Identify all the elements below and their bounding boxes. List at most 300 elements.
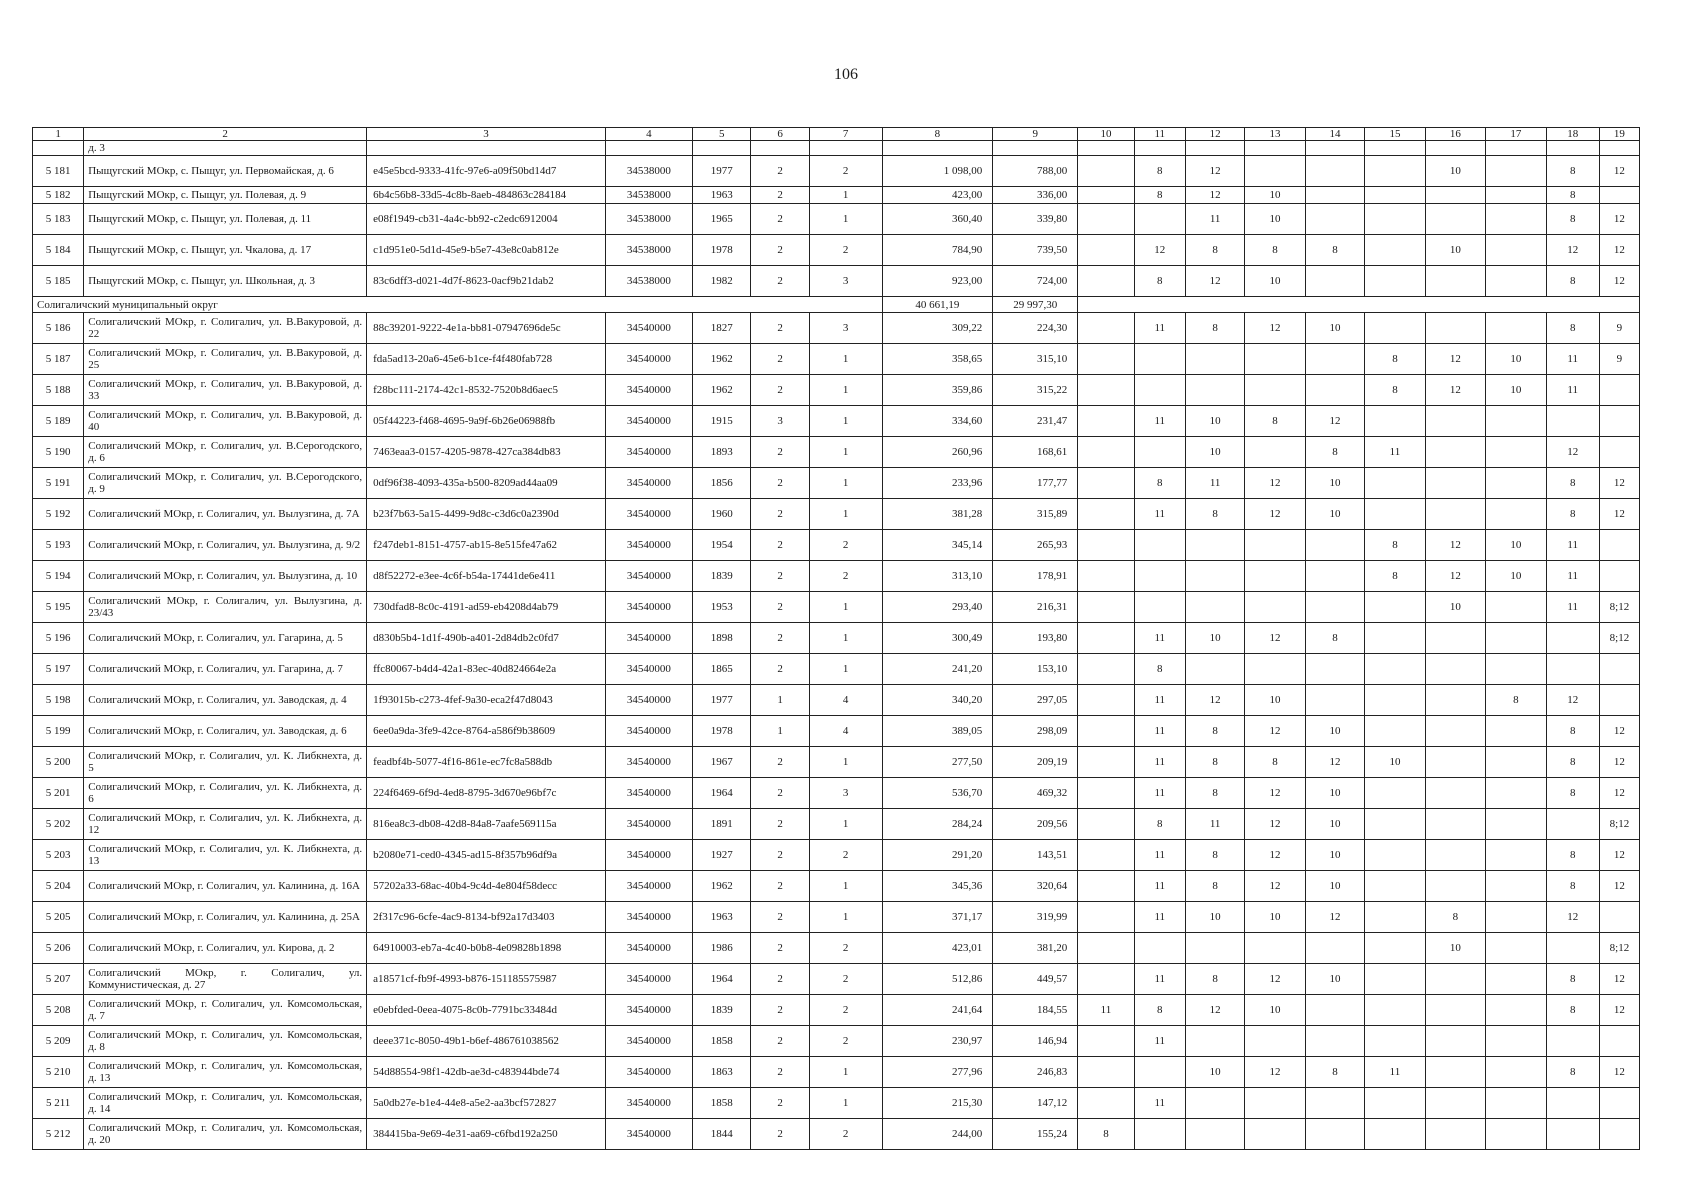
value-c16: [1425, 716, 1485, 747]
house-guid: 224f6469-6f9d-4ed8-8795-3d670e96bf7c: [367, 778, 606, 809]
value-c18: 11: [1546, 344, 1599, 375]
house-guid: f28bc111-2174-42c1-8532-7520b8d6aec5: [367, 375, 606, 406]
value-c16: [1425, 1088, 1485, 1119]
value-c9: 153,10: [993, 654, 1078, 685]
year-built: 1962: [692, 871, 750, 902]
value-c19: [1599, 561, 1639, 592]
value-c8: 1 098,00: [882, 156, 993, 187]
oktmo-code: 34540000: [605, 561, 692, 592]
value-c17: [1486, 716, 1546, 747]
value-c8: 389,05: [882, 716, 993, 747]
value-c17: [1486, 235, 1546, 266]
value-c8: 371,17: [882, 902, 993, 933]
value-c15: [1365, 623, 1425, 654]
value-c16: [1425, 187, 1485, 204]
value-c14: 10: [1305, 964, 1364, 995]
value-c17: [1486, 809, 1546, 840]
value-c9: 320,64: [993, 871, 1078, 902]
value-c6: 2: [751, 266, 809, 297]
table-row: [33, 437, 1640, 468]
value-c15: [1365, 406, 1425, 437]
cell: [1425, 141, 1485, 156]
address-continuation: д. 3: [84, 141, 367, 156]
oktmo-code: 34538000: [605, 187, 692, 204]
value-c15: [1365, 468, 1425, 499]
address: Солигаличский МОкр, г. Солигалич, ул. Калинина, д. 16А: [84, 871, 367, 902]
value-c11: [1134, 1057, 1185, 1088]
value-c11: [1134, 344, 1185, 375]
row-number: 5 187: [33, 344, 84, 375]
value-c8: 345,14: [882, 530, 993, 561]
year-built: 1915: [692, 406, 750, 437]
address: Солигаличский МОкр, г. Солигалич, ул. Комсомольская, д. 13: [84, 1057, 367, 1088]
value-c8: 381,28: [882, 499, 993, 530]
value-c6: 2: [751, 344, 809, 375]
year-built: 1858: [692, 1026, 750, 1057]
value-c9: 147,12: [993, 1088, 1078, 1119]
section-total-area: 40 661,19: [882, 297, 993, 313]
value-c10: [1078, 235, 1134, 266]
column-number: 8: [882, 128, 993, 141]
value-c19: 12: [1599, 871, 1639, 902]
value-c16: 12: [1425, 561, 1485, 592]
value-c12: 10: [1185, 1057, 1244, 1088]
column-number: 12: [1185, 128, 1244, 141]
value-c12: 8: [1185, 871, 1244, 902]
value-c18: 11: [1546, 592, 1599, 623]
value-c12: 12: [1185, 187, 1244, 204]
value-c11: 11: [1134, 747, 1185, 778]
oktmo-code: 34540000: [605, 313, 692, 344]
value-c15: [1365, 809, 1425, 840]
value-c13: [1245, 1026, 1305, 1057]
house-guid: 6ee0a9da-3fe9-42ce-8764-a586f9b38609: [367, 716, 606, 747]
value-c12: 8: [1185, 778, 1244, 809]
value-c14: 10: [1305, 840, 1364, 871]
value-c17: [1486, 266, 1546, 297]
house-guid: 54d88554-98f1-42db-ae3d-c483944bde74: [367, 1057, 606, 1088]
value-c13: 10: [1245, 204, 1305, 235]
value-c19: [1599, 902, 1639, 933]
value-c9: 336,00: [993, 187, 1078, 204]
value-c10: 8: [1078, 1119, 1134, 1150]
value-c8: 313,10: [882, 561, 993, 592]
value-c16: [1425, 1026, 1485, 1057]
address: Пыщугский МОкр, с. Пыщуг, ул. Чкалова, д. 17: [84, 235, 367, 266]
value-c17: [1486, 187, 1546, 204]
address: Солигаличский МОкр, г. Солигалич, ул. В.Вакуровой, д. 22: [84, 313, 367, 344]
row-number: 5 196: [33, 623, 84, 654]
cell: [809, 141, 882, 156]
value-c6: 1: [751, 716, 809, 747]
value-c10: 11: [1078, 995, 1134, 1026]
value-c12: [1185, 1026, 1244, 1057]
value-c16: [1425, 623, 1485, 654]
value-c6: 2: [751, 1057, 809, 1088]
value-c10: [1078, 685, 1134, 716]
value-c7: 1: [809, 809, 882, 840]
value-c9: 319,99: [993, 902, 1078, 933]
value-c18: 8: [1546, 871, 1599, 902]
value-c15: 11: [1365, 1057, 1425, 1088]
value-c16: [1425, 499, 1485, 530]
value-c10: [1078, 747, 1134, 778]
year-built: 1977: [692, 156, 750, 187]
value-c15: 8: [1365, 375, 1425, 406]
value-c10: [1078, 778, 1134, 809]
year-built: 1858: [692, 1088, 750, 1119]
value-c8: 277,96: [882, 1057, 993, 1088]
value-c17: [1486, 654, 1546, 685]
value-c6: 2: [751, 809, 809, 840]
value-c13: [1245, 375, 1305, 406]
value-c10: [1078, 344, 1134, 375]
value-c15: [1365, 1026, 1425, 1057]
value-c14: 10: [1305, 778, 1364, 809]
value-c17: [1486, 1026, 1546, 1057]
value-c6: 2: [751, 1119, 809, 1150]
value-c11: 11: [1134, 1088, 1185, 1119]
row-number: 5 184: [33, 235, 84, 266]
value-c6: 2: [751, 840, 809, 871]
value-c11: 11: [1134, 623, 1185, 654]
address: Солигаличский МОкр, г. Солигалич, ул. Комсомольская, д. 8: [84, 1026, 367, 1057]
year-built: 1964: [692, 778, 750, 809]
value-c6: 2: [751, 902, 809, 933]
value-c19: 8;12: [1599, 933, 1639, 964]
value-c8: 784,90: [882, 235, 993, 266]
address: Солигаличский МОкр, г. Солигалич, ул. В.Вакуровой, д. 40: [84, 406, 367, 437]
value-c8: 277,50: [882, 747, 993, 778]
value-c15: [1365, 592, 1425, 623]
table-row: [33, 840, 1640, 871]
value-c7: 2: [809, 933, 882, 964]
cell: [993, 141, 1078, 156]
column-number: 18: [1546, 128, 1599, 141]
value-c6: 2: [751, 964, 809, 995]
oktmo-code: 34540000: [605, 499, 692, 530]
address: Солигаличский МОкр, г. Солигалич, ул. Коммунистическая, д. 27: [84, 964, 367, 995]
value-c9: 381,20: [993, 933, 1078, 964]
value-c19: 12: [1599, 840, 1639, 871]
value-c17: [1486, 499, 1546, 530]
value-c13: 10: [1245, 187, 1305, 204]
value-c11: 8: [1134, 266, 1185, 297]
value-c9: 216,31: [993, 592, 1078, 623]
value-c13: 10: [1245, 902, 1305, 933]
house-guid: 88c39201-9222-4e1a-bb81-07947696de5c: [367, 313, 606, 344]
cell: [1078, 297, 1640, 313]
value-c13: 12: [1245, 468, 1305, 499]
value-c19: 12: [1599, 995, 1639, 1026]
value-c17: [1486, 933, 1546, 964]
cell: [33, 141, 84, 156]
table-body: [33, 128, 1640, 1150]
table-row: [33, 499, 1640, 530]
year-built: 1856: [692, 468, 750, 499]
value-c8: 233,96: [882, 468, 993, 499]
year-built: 1965: [692, 204, 750, 235]
house-guid: d8f52272-e3ee-4c6f-b54a-17441de6e411: [367, 561, 606, 592]
value-c12: 8: [1185, 964, 1244, 995]
house-guid: e0ebfded-0eea-4075-8c0b-7791bc33484d: [367, 995, 606, 1026]
value-c19: [1599, 685, 1639, 716]
value-c18: 8: [1546, 187, 1599, 204]
value-c16: [1425, 809, 1485, 840]
value-c6: 2: [751, 933, 809, 964]
value-c18: [1546, 654, 1599, 685]
value-c8: 512,86: [882, 964, 993, 995]
value-c9: 184,55: [993, 995, 1078, 1026]
value-c6: 2: [751, 187, 809, 204]
oktmo-code: 34540000: [605, 592, 692, 623]
row-number: 5 212: [33, 1119, 84, 1150]
value-c13: 10: [1245, 685, 1305, 716]
value-c13: [1245, 1119, 1305, 1150]
value-c11: [1134, 530, 1185, 561]
value-c19: 12: [1599, 964, 1639, 995]
value-c10: [1078, 561, 1134, 592]
value-c8: 536,70: [882, 778, 993, 809]
value-c11: 11: [1134, 964, 1185, 995]
value-c10: [1078, 204, 1134, 235]
value-c17: [1486, 1057, 1546, 1088]
row-number: 5 188: [33, 375, 84, 406]
value-c11: [1134, 933, 1185, 964]
value-c10: [1078, 1057, 1134, 1088]
address: Солигаличский МОкр, г. Солигалич, ул. Вылузгина, д. 9/2: [84, 530, 367, 561]
page-number: 106: [834, 66, 858, 83]
column-number: 9: [993, 128, 1078, 141]
value-c18: 8: [1546, 1057, 1599, 1088]
address: Пыщугский МОкр, с. Пыщуг, ул. Полевая, д. 9: [84, 187, 367, 204]
address: Солигаличский МОкр, г. Солигалич, ул. Заводская, д. 4: [84, 685, 367, 716]
value-c12: 8: [1185, 313, 1244, 344]
address: Пыщугский МОкр, с. Пыщуг, ул. Полевая, д. 11: [84, 204, 367, 235]
value-c8: 244,00: [882, 1119, 993, 1150]
value-c14: [1305, 375, 1364, 406]
value-c7: 1: [809, 406, 882, 437]
address: Пыщугский МОкр, с. Пыщуг, ул. Первомайская, д. 6: [84, 156, 367, 187]
value-c7: 2: [809, 964, 882, 995]
column-number: 16: [1425, 128, 1485, 141]
table-row: [33, 375, 1640, 406]
value-c9: 209,56: [993, 809, 1078, 840]
value-c12: 12: [1185, 685, 1244, 716]
year-built: 1977: [692, 685, 750, 716]
value-c10: [1078, 623, 1134, 654]
value-c11: [1134, 204, 1185, 235]
value-c6: 2: [751, 375, 809, 406]
house-guid: a18571cf-fb9f-4993-b876-151185575987: [367, 964, 606, 995]
value-c9: 231,47: [993, 406, 1078, 437]
value-c18: [1546, 1119, 1599, 1150]
value-c8: 345,36: [882, 871, 993, 902]
row-number: 5 204: [33, 871, 84, 902]
row-number: 5 203: [33, 840, 84, 871]
value-c7: 1: [809, 468, 882, 499]
value-c7: 1: [809, 623, 882, 654]
house-guid: c1d951e0-5d1d-45e9-b5e7-43e8c0ab812e: [367, 235, 606, 266]
value-c6: 2: [751, 1088, 809, 1119]
row-number: 5 208: [33, 995, 84, 1026]
value-c8: 423,00: [882, 187, 993, 204]
value-c10: [1078, 530, 1134, 561]
oktmo-code: 34540000: [605, 375, 692, 406]
value-c12: 12: [1185, 995, 1244, 1026]
value-c12: 8: [1185, 716, 1244, 747]
row-number: 5 200: [33, 747, 84, 778]
value-c14: 10: [1305, 809, 1364, 840]
address: Солигаличский МОкр, г. Солигалич, ул. Вылузгина, д. 7А: [84, 499, 367, 530]
value-c11: 11: [1134, 840, 1185, 871]
value-c13: 12: [1245, 623, 1305, 654]
value-c16: [1425, 1119, 1485, 1150]
table-row: [33, 871, 1640, 902]
address: Солигаличский МОкр, г. Солигалич, ул. В.Вакуровой, д. 25: [84, 344, 367, 375]
table-row: [33, 1119, 1640, 1150]
house-guid: 6b4c56b8-33d5-4c8b-8aeb-484863c284184: [367, 187, 606, 204]
value-c13: [1245, 344, 1305, 375]
table-row: [33, 592, 1640, 623]
value-c15: 10: [1365, 747, 1425, 778]
value-c13: 12: [1245, 499, 1305, 530]
value-c9: 339,80: [993, 204, 1078, 235]
value-c10: [1078, 654, 1134, 685]
oktmo-code: 34540000: [605, 840, 692, 871]
value-c16: [1425, 685, 1485, 716]
value-c12: 11: [1185, 468, 1244, 499]
table-row: [33, 266, 1640, 297]
table-row: [33, 778, 1640, 809]
cell: [1078, 141, 1134, 156]
value-c18: 11: [1546, 530, 1599, 561]
year-built: 1863: [692, 1057, 750, 1088]
value-c9: 224,30: [993, 313, 1078, 344]
value-c13: [1245, 156, 1305, 187]
value-c17: [1486, 747, 1546, 778]
value-c7: 1: [809, 375, 882, 406]
value-c15: [1365, 654, 1425, 685]
value-c15: [1365, 235, 1425, 266]
value-c18: 12: [1546, 685, 1599, 716]
value-c6: 2: [751, 654, 809, 685]
value-c15: [1365, 187, 1425, 204]
value-c15: [1365, 778, 1425, 809]
value-c6: 1: [751, 685, 809, 716]
value-c16: 12: [1425, 530, 1485, 561]
continuation-row: [33, 141, 1640, 156]
year-built: 1839: [692, 561, 750, 592]
value-c7: 2: [809, 530, 882, 561]
address: Солигаличский МОкр, г. Солигалич, ул. К. Либкнехта, д. 5: [84, 747, 367, 778]
oktmo-code: 34538000: [605, 156, 692, 187]
value-c16: 10: [1425, 235, 1485, 266]
value-c8: 241,20: [882, 654, 993, 685]
house-guid: b2080e71-ced0-4345-ad15-8f357b96df9a: [367, 840, 606, 871]
value-c14: 10: [1305, 871, 1364, 902]
house-guid: deee371c-8050-49b1-b6ef-486761038562: [367, 1026, 606, 1057]
column-number: 4: [605, 128, 692, 141]
value-c15: [1365, 313, 1425, 344]
year-built: 1978: [692, 235, 750, 266]
value-c7: 1: [809, 592, 882, 623]
value-c9: 469,32: [993, 778, 1078, 809]
year-built: 1893: [692, 437, 750, 468]
value-c7: 2: [809, 1119, 882, 1150]
value-c7: 4: [809, 685, 882, 716]
year-built: 1962: [692, 344, 750, 375]
value-c18: 8: [1546, 468, 1599, 499]
value-c8: 300,49: [882, 623, 993, 654]
year-built: 1898: [692, 623, 750, 654]
value-c10: [1078, 902, 1134, 933]
value-c17: [1486, 964, 1546, 995]
value-c17: [1486, 406, 1546, 437]
value-c9: 298,09: [993, 716, 1078, 747]
value-c13: [1245, 592, 1305, 623]
value-c14: 8: [1305, 437, 1364, 468]
value-c7: 2: [809, 235, 882, 266]
value-c12: [1185, 654, 1244, 685]
value-c6: 2: [751, 313, 809, 344]
value-c19: 12: [1599, 468, 1639, 499]
value-c16: [1425, 406, 1485, 437]
row-number: 5 191: [33, 468, 84, 499]
column-number: 14: [1305, 128, 1364, 141]
value-c12: 8: [1185, 235, 1244, 266]
column-number: 17: [1486, 128, 1546, 141]
value-c6: 2: [751, 156, 809, 187]
address: Солигаличский МОкр, г. Солигалич, ул. В.Вакуровой, д. 33: [84, 375, 367, 406]
value-c15: 11: [1365, 437, 1425, 468]
value-c9: 449,57: [993, 964, 1078, 995]
house-guid: fda5ad13-20a6-45e6-b1ce-f4f480fab728: [367, 344, 606, 375]
register-table: [32, 127, 1640, 1150]
cell: [1185, 141, 1244, 156]
value-c8: 293,40: [882, 592, 993, 623]
value-c18: 8: [1546, 995, 1599, 1026]
value-c14: [1305, 1026, 1364, 1057]
value-c14: 10: [1305, 716, 1364, 747]
value-c14: [1305, 156, 1364, 187]
value-c15: [1365, 156, 1425, 187]
column-number: 13: [1245, 128, 1305, 141]
value-c9: 315,89: [993, 499, 1078, 530]
value-c18: 11: [1546, 561, 1599, 592]
value-c8: 284,24: [882, 809, 993, 840]
table-row: [33, 1026, 1640, 1057]
value-c9: 178,91: [993, 561, 1078, 592]
value-c18: [1546, 1026, 1599, 1057]
value-c15: [1365, 902, 1425, 933]
value-c10: [1078, 499, 1134, 530]
value-c19: 12: [1599, 716, 1639, 747]
row-number: 5 190: [33, 437, 84, 468]
column-number: 3: [367, 128, 606, 141]
column-number: 10: [1078, 128, 1134, 141]
value-c6: 2: [751, 995, 809, 1026]
value-c11: 8: [1134, 468, 1185, 499]
column-number: 15: [1365, 128, 1425, 141]
oktmo-code: 34540000: [605, 1088, 692, 1119]
oktmo-code: 34540000: [605, 778, 692, 809]
value-c7: 2: [809, 1026, 882, 1057]
value-c16: 12: [1425, 344, 1485, 375]
value-c9: 265,93: [993, 530, 1078, 561]
value-c10: [1078, 266, 1134, 297]
value-c16: 12: [1425, 375, 1485, 406]
